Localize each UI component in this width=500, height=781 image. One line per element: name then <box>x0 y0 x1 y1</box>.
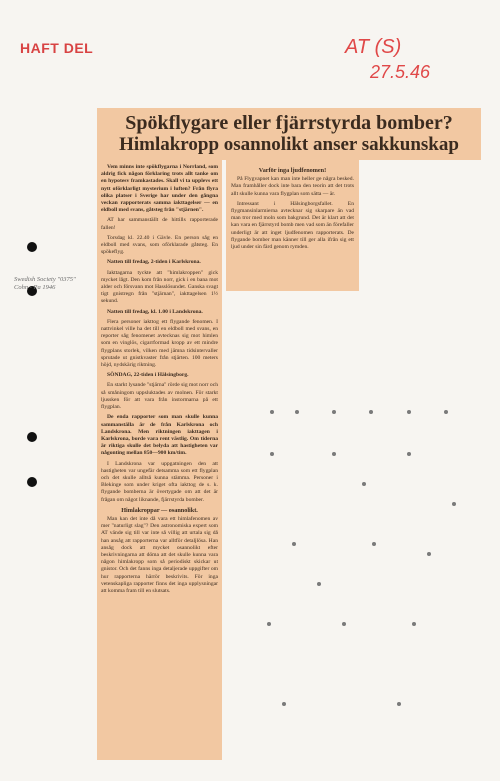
show-through-marks <box>222 292 462 762</box>
clipping-left-column <box>97 160 222 760</box>
stamp-haft-del: HAFT DEL <box>20 40 94 56</box>
article-paragraph: I Landskrona var uppgatningen den att hastigheten var ungefär detsamma som ett flygplan och det skulle alltså kunna stämma. Personer i Blekinge som under kriget ofta iakttog de s. k. flygande bomberna är övertygade om att det är frågan om något liknande, fjärrstyrda bomber. <box>101 460 218 503</box>
speckle-mark <box>332 410 336 414</box>
speckle-mark <box>292 542 296 546</box>
article-paragraph: Man kan det inte då vara ett himlafenomen av mer "naturligt slag"? Den astronomiska expert som AT vände sig till var inte så villig att urtala sig då han ansåg att rapporterna var alltför detaljlösa. Han ansåg dock att mycket osannolikt efter beskrivningarna att döma att det skulle kunna vara någon himlakropp som så periodiskt skickar ut gnistor. Och det fanns inga detaljerade uppgifter om hur rapporterna härrör beskrivits. För inga vetenskapliga rapporter finns det inga upplysningar att komma fram till en slutsats. <box>101 515 218 594</box>
speckle-mark <box>342 622 346 626</box>
article-paragraph: Flera personer iakttog ett flygande fenomen. I nattvinkel ville ha det till en eldboll med svans, en reporter såg fenomenet avtecknas sig mot himlen som en vinglös, cigarrformad kropp av ett mindre flygplans storlek, vilken med jämna tidsintervaller sprutade ut gnistkvaster från stjärten. 100 meters höjd, nydskärig riktning. <box>101 318 218 369</box>
article-paragraph: Vem minns inte spökflygarna i Norrland, som aldrig fick någon förklaring trots allt tanke om en hypotesv framkastades. Skall vi ta upplevs ett nytt oförklarligt mysterium i luften? Från flyra olika platser i Sverige har under den gångna veckan rapporterats samma iakttagelser — en eldboll med svans, gåtsteg från "stjärnen". <box>101 164 218 214</box>
article-paragraph: De enda rapporter som man skulle kunna sammanställa är de från Karlskrona och Landskrona. Men riktningen iakttagen i Karlskrona, borde vara rent västlig. Om tiderna är riktiga skulle det belyda att hastigheten var någonting mellan 850—900 km/tim. <box>101 414 218 457</box>
speckle-mark <box>412 622 416 626</box>
speckle-mark <box>362 482 366 486</box>
article-paragraph: Natten till fredag, kl. 1.00 i Landskrona. <box>107 308 203 315</box>
speckle-mark <box>452 502 456 506</box>
article-paragraph: På Flygvapnet kan man inte heller ge några besked. Man framhåller dock inte bara den teorin att det trots allt skulle kunna vara flygplan som sätta — är. <box>231 176 354 197</box>
article-subheading: Himlakroppar — osannolikt. <box>121 506 198 514</box>
article-paragraph: AT har sammanställt de hittills rapporterade fallen! <box>101 217 218 231</box>
speckle-mark <box>369 410 373 414</box>
margin-handwritten-note: Swedish Society "0375" Cohn - Pa 1946 <box>14 276 76 291</box>
clipping-right-column <box>226 160 359 291</box>
speckle-mark <box>407 452 411 456</box>
punch-hole <box>27 432 37 442</box>
stamp-source: AT (S) <box>345 36 402 58</box>
article-paragraph: Torsdag kl. 22.40 i Gävle. En person såg en eldboll med svans, som oförklarade gåtsteg. En spökeflyg. <box>101 234 218 256</box>
speckle-mark <box>295 410 299 414</box>
clipping-headline <box>97 108 481 160</box>
headline-line-2: Himlakropp osannolikt anser sakkunskap <box>119 134 459 155</box>
speckle-mark <box>444 410 448 414</box>
article-paragraph: En starkt lysande "stjärna" rörde sig mot norr och så småningom uppsluktades av molnen. För starkt ljussken för att vara från instormarna på ett flygplan. <box>101 382 218 411</box>
headline-line-1: Spökflygare eller fjärrstyrda bomber? <box>125 112 453 134</box>
stamp-date: 27.5.46 <box>370 62 431 82</box>
speckle-mark <box>317 582 321 586</box>
speckle-mark <box>332 452 336 456</box>
article-paragraph: Natten till fredag, 2-tiden i Karlskrona. <box>107 259 201 266</box>
punch-hole <box>27 477 37 487</box>
article-paragraph: SÖNDAG, 22-tiden i Hälsingborg. <box>107 372 189 379</box>
speckle-mark <box>270 452 274 456</box>
speckle-mark <box>372 542 376 546</box>
speckle-mark <box>270 410 274 414</box>
speckle-mark <box>397 702 401 706</box>
speckle-mark <box>282 702 286 706</box>
speckle-mark <box>407 410 411 414</box>
article-paragraph: Intressant i Hälsingborgsfallet. En flygmansinlarmierna avtecknar sig skarpare än vad man tror med moln som bakgrund. Det är klart att det kan vara en fjärrstyrd bomb men vad som än förefaller underligt är att inget ljudfenomen rapporterats. De flygande bomber man känner till ger alla ifrån sig ett ljud under sin färd genom rymden. <box>231 200 354 251</box>
punch-hole <box>27 242 37 252</box>
speckle-mark <box>267 622 271 626</box>
speckle-mark <box>427 552 431 556</box>
article-paragraph: Iakttagarna tyckte att "himlakroppen" gick mycket lågt. Den kom från norr, gick i en bana mot alder och försvann mot Hasslösundet. Ganska svagt tigt gnistregn från "stjärnan", iakttagelsen 1½ sekund. <box>101 269 218 305</box>
article-subheading: Varför inga ljudfenomen! <box>258 167 327 174</box>
